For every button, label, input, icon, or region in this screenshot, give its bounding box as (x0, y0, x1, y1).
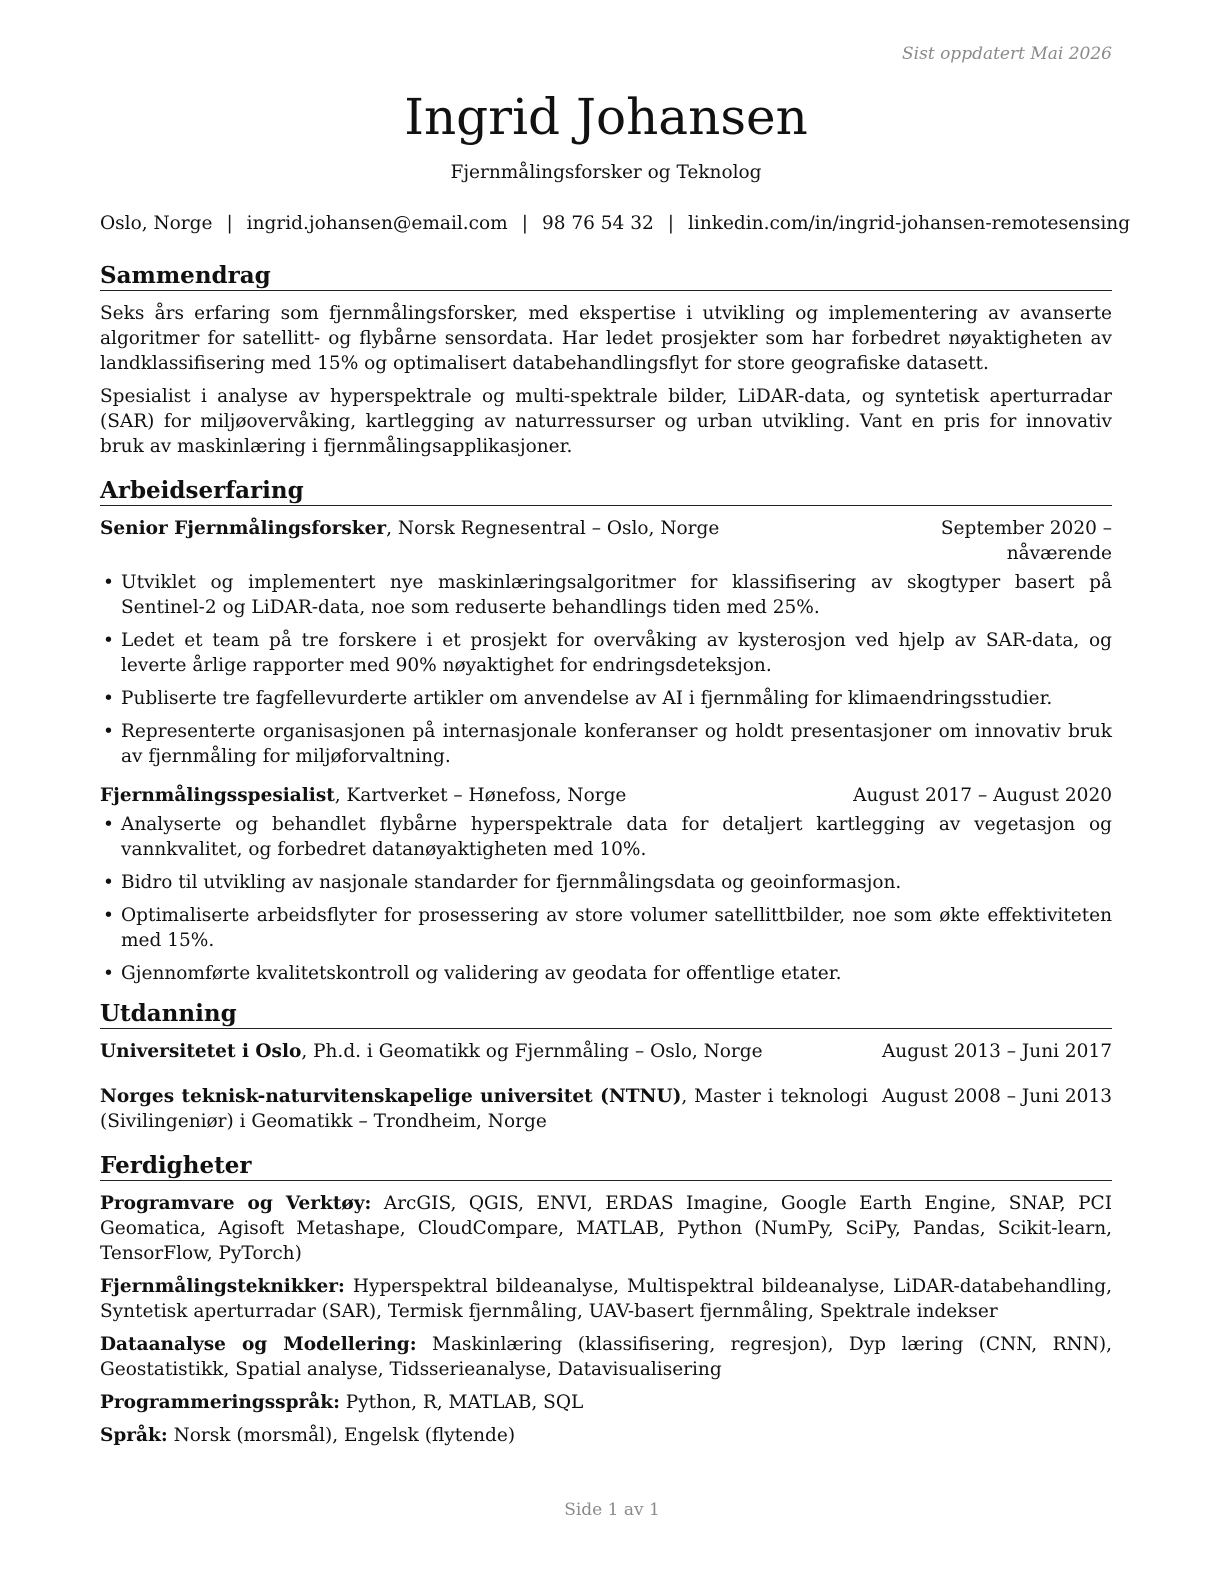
contact-separator: | (226, 213, 233, 234)
skill-text: Norsk (morsmål), Engelsk (flytende) (167, 1425, 516, 1446)
education-school: Norges teknisk-naturvitenskapelige universitet (NTNU) (100, 1086, 682, 1107)
skill-row (100, 1390, 1112, 1415)
skill-row (100, 1274, 1112, 1324)
job-role: Senior Fjernmålingsforsker (100, 518, 387, 539)
education-entry (100, 1084, 1112, 1134)
education-detail: , Master i teknologi (Sivilingeniør) i Geomatikk – Trondheim, Norge (100, 1086, 868, 1132)
list-item: • Analyserte og behandlet flybårne hyperspektrale data for detaljert kartlegging av vegetasjon og vannkvalitet, og forbedret datanøyaktigheten med 10%. (100, 812, 1112, 862)
section-title-experience: Arbeidserfaring (100, 477, 1112, 506)
contact-email[interactable]: ingrid.johansen@email.com (246, 213, 508, 234)
job-dates: September 2020 – nåværende (940, 518, 1112, 564)
list-item: • Ledet et team på tre forskere i et prosjekt for overvåking av kysterosjon ved hjelp av SAR-data, og leverte årlige rapporter med 90% nøyaktighet for endringsdeteksjon. (100, 628, 1112, 678)
skill-label: Språk: (100, 1425, 168, 1446)
list-item: • Optimaliserte arbeidsflyter for prosessering av store volumer satellittbilder, noe som økte effektiviteten med 15%. (100, 903, 1112, 953)
education-dates: August 2013 – Juni 2017 (881, 1041, 1112, 1062)
list-item: • Representerte organisasjonen på internasjonale konferanser og holdt presentasjoner om innovativ bruk av fjernmåling for miljøforvaltning. (100, 719, 1112, 769)
skill-text: ArcGIS, QGIS, ENVI, ERDAS Imagine, Google Earth Engine, SNAP, PCI Geomatica, Agisoft Metashape, CloudCompare, MATLAB, Python (NumPy, SciPy, Pandas, Scikit-learn, TensorFlow, PyTorch) (100, 1193, 1113, 1264)
job-heading (100, 783, 853, 808)
last-updated: Sist oppdatert Mai 2026 (902, 44, 1112, 64)
skill-label: Programmeringsspråk: (100, 1392, 340, 1413)
skill-label: Fjernmålingsteknikker: (100, 1276, 345, 1297)
job-org: , Kartverket – Hønefoss, Norge (334, 785, 627, 806)
skill-label: Programvare og Verktøy: (100, 1193, 372, 1214)
contact-phone: 98 76 54 32 (541, 213, 654, 234)
contact-line (100, 212, 1131, 236)
education-heading (100, 1039, 882, 1064)
education-entry (100, 1039, 1112, 1064)
experience-section (100, 477, 1112, 986)
contact-linkedin[interactable]: linkedin.com/in/ingrid-johansen-remotesensing (687, 213, 1131, 234)
job-bullets (100, 812, 1112, 986)
job-org: , Norsk Regnesentral – Oslo, Norge (386, 518, 720, 539)
education-detail: , Ph.d. i Geomatikk og Fjernmåling – Oslo, Norge (301, 1041, 763, 1062)
skill-text: Maskinlæring (klassifisering, regresjon), Dyp læring (CNN, RNN), Geostatistikk, Spatial analyse, Tidsserieanalyse, Datavisualisering (100, 1334, 1112, 1380)
contact-location: Oslo, Norge (100, 213, 213, 234)
education-section (100, 1000, 1112, 1134)
skill-label: Dataanalyse og Modellering: (100, 1334, 417, 1355)
skills-section (100, 1152, 1112, 1448)
skill-text: Hyperspektral bildeanalyse, Multispektral bildeanalyse, LiDAR-databehandling, Syntetisk aperturradar (SAR), Termisk fjernmåling, UAV-basert fjernmåling, Spektrale indekser (100, 1276, 1112, 1322)
summary-paragraph: Seks års erfaring som fjernmålingsforsker, med ekspertise i utvikling og implementering av avanserte algoritmer for satellitt- og flybårne sensordata. Har ledet prosjekter som har forbedret nøyaktigheten av landklassifisering med 15% og optimalisert databehandlingsflyt for store geografiske datasett. (100, 303, 1112, 374)
section-title-summary: Sammendrag (100, 262, 1112, 291)
skill-row (100, 1423, 1112, 1448)
job-entry (100, 516, 1112, 769)
contact-separator: | (521, 213, 528, 234)
job-heading (100, 516, 878, 566)
job-dates: August 2017 – August 2020 (853, 785, 1112, 806)
list-item: • Gjennomførte kvalitetskontroll og validering av geodata for offentlige etater. (100, 961, 1112, 986)
section-title-education: Utdanning (100, 1000, 1112, 1029)
skill-text: Python, R, MATLAB, SQL (339, 1392, 584, 1413)
list-item: • Utviklet og implementert nye maskinlæringsalgoritmer for klassifisering av skogtyper basert på Sentinel-2 og LiDAR-data, noe som reduserte behandlings tiden med 25%. (100, 570, 1112, 620)
job-entry (100, 783, 1112, 986)
education-dates: August 2008 – Juni 2013 (881, 1086, 1112, 1107)
summary-paragraph: Spesialist i analyse av hyperspektrale og multi-spektrale bilder, LiDAR-data, og syntetisk aperturradar (SAR) for miljøovervåking, kartlegging av naturressurser og urban utvikling. Vant en pris for innovativ bruk av maskinlæring i fjernmålingsapplikasjoner. (100, 386, 1112, 457)
job-header (100, 783, 1112, 808)
page-number: Side 1 av 1 (564, 1500, 660, 1520)
skill-row (100, 1191, 1112, 1266)
job-role: Fjernmålingsspesialist (100, 785, 335, 806)
list-item: • Bidro til utvikling av nasjonale standarder for fjernmålingsdata og geoinformasjon. (100, 870, 1112, 895)
job-bullets (100, 570, 1112, 769)
person-name: Ingrid Johansen (404, 88, 808, 146)
job-header (100, 516, 1112, 566)
education-heading (100, 1084, 882, 1134)
contact-separator: | (667, 213, 674, 234)
list-item: • Publiserte tre fagfellevurderte artikler om anvendelse av AI i fjernmåling for klimaendringsstudier. (100, 686, 1112, 711)
summary-section (100, 262, 1112, 459)
person-title: Fjernmålingsforsker og Teknolog (450, 162, 762, 183)
education-school: Universitetet i Oslo (100, 1041, 302, 1062)
section-title-skills: Ferdigheter (100, 1152, 1112, 1181)
skill-row (100, 1332, 1112, 1382)
